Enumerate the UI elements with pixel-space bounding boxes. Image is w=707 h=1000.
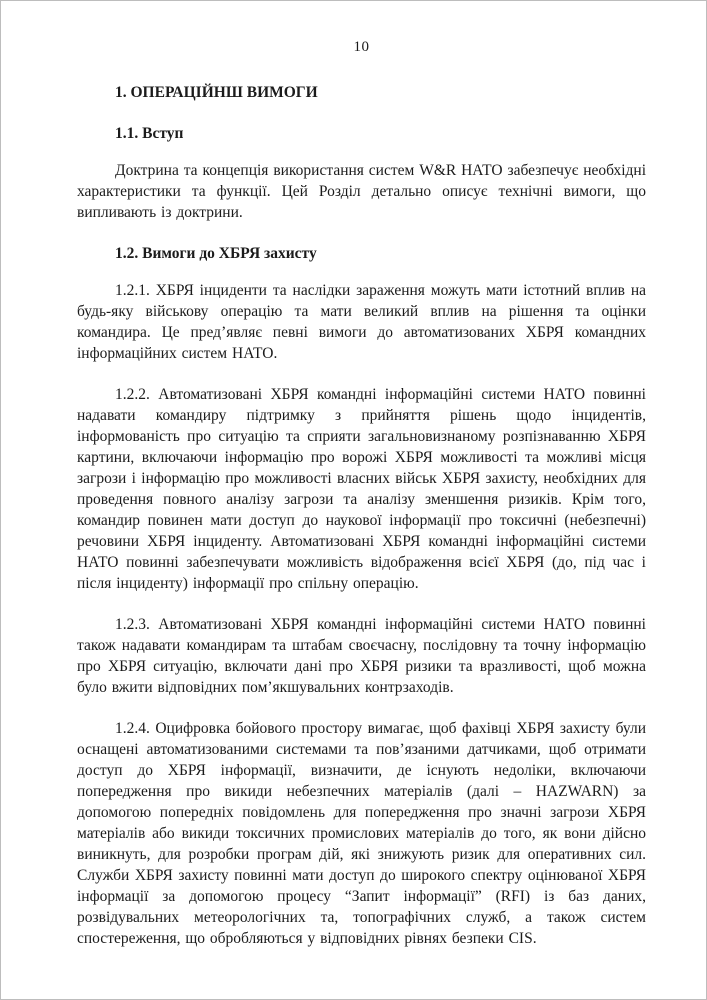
- paragraph: 1.2.3. Автоматизовані ХБРЯ командні інформаційні системи НАТО повинні також надавати командирам та штабам своєчасну, послідовну та точну інформацію про ХБРЯ ситуацію, включати дані про ХБРЯ ризики та вразливості, щоб можна було вжити відповідних пом’якшувальних контрзаходів.: [77, 616, 646, 696]
- paragraph: 1.2.2. Автоматизовані ХБРЯ командні інформаційні системи НАТО повинні надавати командиру підтримку з прийняття рішень щодо інцидентів, інформованість про ситуацію та сприяти загальновизнаному розпізнаванню ХБРЯ картини, включаючи інформацію про ворожі ХБРЯ можливості та можливі місця загрози і інформацію про можливості власних військ ХБРЯ захисту, необхідних для проведення повного аналізу загрози та аналізу зменшення ризиків. Крім того, командир повинен мати доступ до наукової інформації про токсичні (небезпечні) речовини ХБРЯ інциденту. Автоматизовані ХБРЯ командні інформаційні системи НАТО повинні забезпечувати можливість відображення всієї ХБРЯ (до, під час і після інциденту) інформації про спільну операцію.: [77, 386, 646, 592]
- section-heading: 1.1. Вступ: [115, 125, 184, 142]
- document-body: [77, 82, 646, 949]
- paragraph: 1.2.1. ХБРЯ інциденти та наслідки зараження можуть мати істотний вплив на будь-яку військову операцію та мати великий вплив на рішення та оцінки командира. Це пред’являє певні вимоги до автоматизованих ХБРЯ командних інформаційних систем НАТО.: [77, 282, 646, 362]
- section-heading: 1. ОПЕРАЦІЙНШ ВИМОГИ: [115, 84, 318, 101]
- paragraph: 1.2.4. Оцифровка бойового простору вимагає, щоб фахівці ХБРЯ захисту були оснащені автоматизованими системами та пов’язаними датчиками, щоб отримати доступ до ХБРЯ інформації, визначити, де існують недоліки, включаючи попередження про викиди небезпечних матеріалів (далі – HAZWARN) за допомогою попередніх повідомлень для попередження про значні загрози ХБРЯ матеріалів або викиди токсичних промислових матеріалів до того, як вони дійсно виникнуть, для розробки програм дій, які знижують ризик для оперативних сил. Служби ХБРЯ захисту повинні мати доступ до широкого спектру оцінюваної ХБРЯ інформації за допомогою процесу “Запит інформації” (RFI) із баз даних, розвідувальних метеорологічних та, топографічних служб, а також систем спостереження, що обробляються у відповідних рівнях безпеки CIS.: [77, 720, 646, 947]
- paragraph: Доктрина та концепція використання систем W&R НАТО забезпечує необхідні характеристики та функції. Цей Розділ детально описує технічні вимоги, що випливають із доктрини.: [77, 162, 646, 221]
- page-number: 10: [353, 39, 370, 55]
- section-heading: 1.2. Вимоги до ХБРЯ захисту: [115, 245, 317, 262]
